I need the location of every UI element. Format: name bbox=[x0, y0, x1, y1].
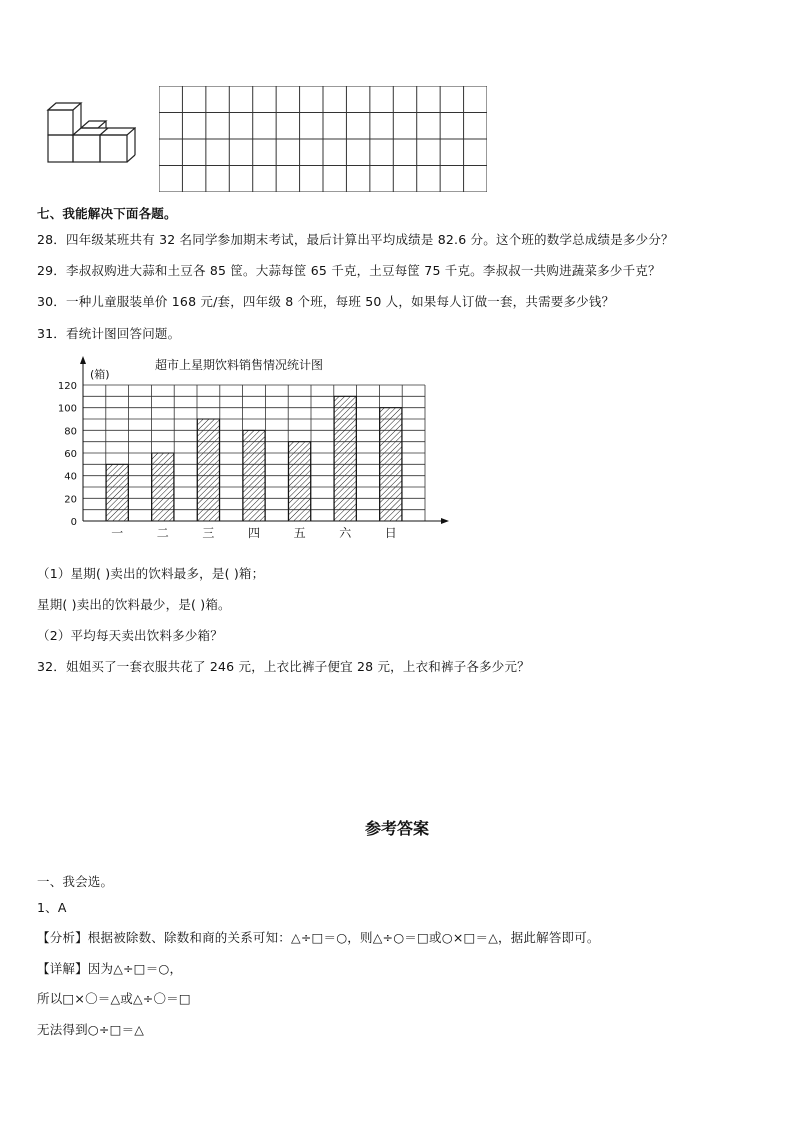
x-axis-arrow bbox=[441, 518, 449, 524]
x-tick-label: 日 bbox=[384, 526, 397, 540]
bar bbox=[243, 430, 265, 521]
y-tick-label: 20 bbox=[64, 494, 77, 506]
bar bbox=[334, 396, 356, 521]
x-tick-label: 三 bbox=[202, 526, 215, 540]
bar-chart bbox=[55, 352, 455, 544]
y-tick-label: 120 bbox=[57, 381, 77, 392]
cube-figure bbox=[44, 100, 136, 166]
bar bbox=[289, 442, 311, 521]
question-31-sub1-b: 星期( )卖出的饮料最少，是( )箱。 bbox=[37, 597, 231, 612]
answers-title: 参考答案 bbox=[364, 819, 429, 838]
y-tick-label: 80 bbox=[64, 426, 77, 438]
bar bbox=[106, 464, 128, 521]
chart-title: 超市上星期饮料销售情况统计图 bbox=[155, 358, 324, 372]
cannot-line: 无法得到○÷□＝△ bbox=[37, 1022, 145, 1037]
question-31-sub2: （2）平均每天卖出饮料多少箱？ bbox=[37, 628, 223, 643]
y-tick-label: 100 bbox=[57, 403, 77, 415]
so-line: 所以□×〇＝△或△÷〇＝□ bbox=[37, 991, 191, 1006]
section-one-heading: 一、我会选。 bbox=[37, 874, 114, 889]
question-29: 29．李叔叔购进大蒜和土豆各 85 筐。大蒜每筐 65 千克，土豆每筐 75 千克。李叔叔一共购进蔬菜多少千克？ bbox=[37, 263, 661, 278]
analysis-line: 【分析】根据被除数、除数和商的关系可知：△÷□＝○，则△÷○＝□或○×□＝△，据此解答即可。 bbox=[37, 930, 600, 945]
y-axis-label: (箱) bbox=[90, 368, 110, 381]
y-tick-label: 60 bbox=[64, 449, 77, 460]
y-axis-arrow bbox=[80, 356, 86, 364]
question-30: 30．一种儿童服装单价 168 元/套，四年级 8 个班，每班 50 人，如果每人订做一套，共需要多少钱？ bbox=[37, 294, 615, 309]
x-tick-label: 四 bbox=[247, 526, 261, 540]
detail-line: 【详解】因为△÷□＝○， bbox=[37, 961, 183, 976]
question-28: 28．四年级某班共有 32 名同学参加期末考试，最后计算出平均成绩是 82.6 分。这个班的数学总成绩是多少分？ bbox=[37, 232, 674, 247]
bar bbox=[197, 419, 219, 521]
question-32: 32．姐姐买了一套衣服共花了 246 元，上衣比裤子便宜 28 元，上衣和裤子各多少元？ bbox=[37, 659, 530, 674]
answer-1: 1、A bbox=[37, 900, 67, 915]
x-tick-label: 一 bbox=[111, 526, 124, 540]
question-31-sub1-a: （1）星期( )卖出的饮料最多，是( )箱； bbox=[37, 566, 265, 581]
x-tick-label: 六 bbox=[339, 526, 352, 540]
x-tick-label: 二 bbox=[156, 526, 169, 540]
x-tick-label: 五 bbox=[293, 526, 306, 540]
question-31: 31．看统计图回答问题。 bbox=[37, 326, 181, 341]
section-seven-heading: 七、我能解决下面各题。 bbox=[37, 206, 177, 221]
y-tick-label: 40 bbox=[64, 471, 77, 483]
bar bbox=[380, 408, 402, 521]
y-tick-label: 0 bbox=[70, 517, 77, 528]
dot-grid bbox=[159, 86, 487, 192]
bar bbox=[152, 453, 174, 521]
